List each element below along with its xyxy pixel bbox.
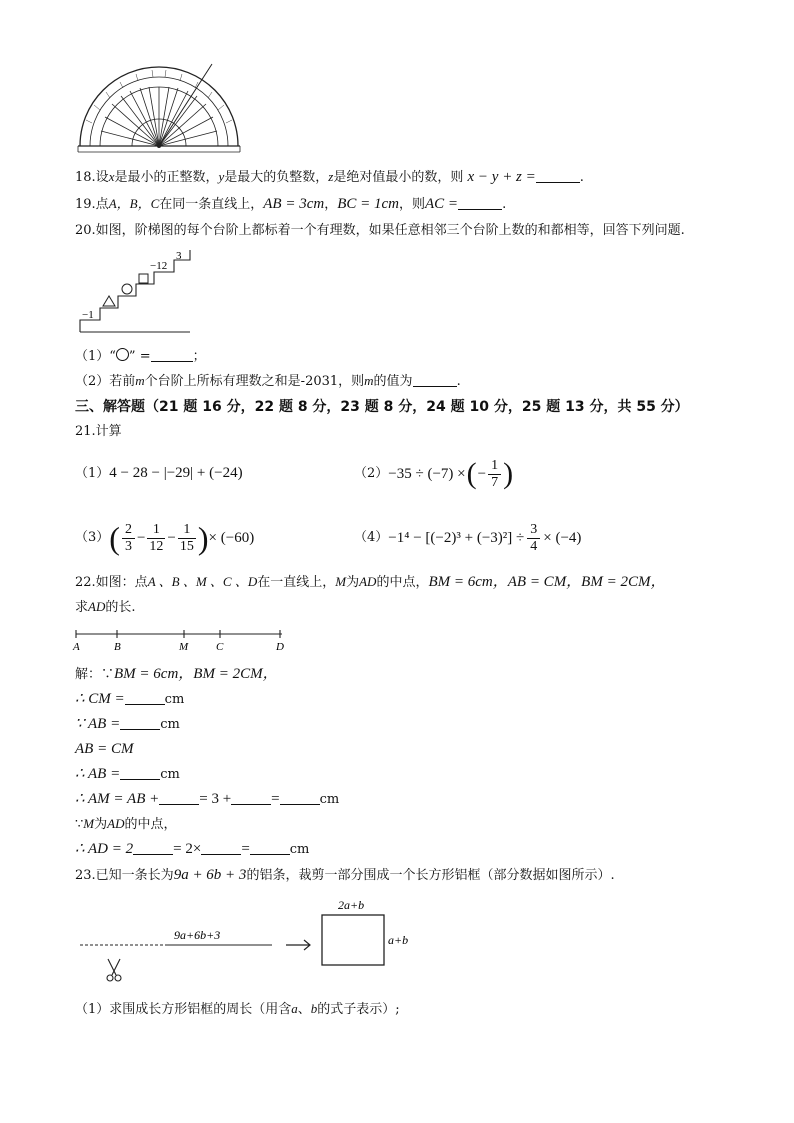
question-19: 19.点A，B，C在同一条直线上，AB = 3cm，BC = 1cm，则AC = . xyxy=(75,196,507,212)
solution-step-4: AB = CM xyxy=(75,741,134,757)
solution-step-1: 解：∵BM = 6cm，BM = 2CM， xyxy=(75,666,278,682)
solution-step-6: ∴ AM = AB + = 3 + = cm xyxy=(75,791,340,807)
point-label-d: D xyxy=(276,641,284,653)
point-label-a: A xyxy=(73,641,80,653)
answer-blank xyxy=(201,840,241,855)
section-3-heading: 三、解答题（21 题 16 分，22 题 8 分，23 题 8 分，24 题 10 分，25 题 13 分，共 55 分） xyxy=(75,399,689,415)
solution-step-2: ∴ CM = cm xyxy=(75,691,185,707)
question-22-line-2: 求AD的长. xyxy=(75,599,136,615)
triangle-icon xyxy=(103,296,115,306)
question-23-part-1: （1）求围成长方形铝框的周长（用含a、b的式子表示）; xyxy=(75,1001,400,1017)
question-18: 18.设x是最小的正整数，y是最大的负整数，z是绝对值最小的数，则 x − y + z = . xyxy=(75,169,584,185)
q18-expression: x − y + z = xyxy=(467,169,536,185)
solution-step-3: ∵ AB = cm xyxy=(75,716,180,732)
answer-blank xyxy=(151,347,193,362)
circle-icon xyxy=(122,284,132,294)
question-22-line-1: 22.如图：点A 、B 、M 、C 、D在一直线上，M为AD的中点，BM = 6cm，AB = CM，BM = 2CM， xyxy=(75,574,666,590)
aluminum-strip-figure xyxy=(74,893,434,985)
answer-blank xyxy=(120,765,160,780)
solution-step-7: ∵M为AD的中点， xyxy=(75,816,177,832)
arrow-icon xyxy=(286,940,310,950)
circle-symbol xyxy=(116,348,129,361)
square-icon xyxy=(139,274,148,283)
answer-blank xyxy=(536,168,580,183)
scissors-icon xyxy=(107,959,121,981)
answer-blank xyxy=(280,790,320,805)
point-label-c: C xyxy=(216,641,224,653)
stair-number-2: −12 xyxy=(150,260,168,272)
question-23: 23.已知一条长为9a + 6b + 3的铝条，裁剪一部分围成一个长方形铝框（部分数据如图所示）. xyxy=(75,867,615,883)
staircase-figure xyxy=(74,248,204,338)
answer-blank xyxy=(458,195,502,210)
q21-part-1: （1）4 − 28 − |−29| + (−24) xyxy=(75,465,243,481)
stair-number-1: −1 xyxy=(82,309,94,321)
point-label-b: B xyxy=(114,641,121,653)
q21-part-2: （2） −35 ÷ (−7) × ( − $\frac{1}{7}$ ) xyxy=(354,457,514,490)
strip-length-label: 9a+6b+3 xyxy=(174,928,221,942)
answer-blank xyxy=(231,790,271,805)
segment-figure xyxy=(72,626,292,656)
q21-part-4: （4） −1⁴ − [(−2)³ + (−3)²] ÷ $\frac{3}{4}$ × (−4) xyxy=(354,521,582,554)
question-21-title: 21.计算 xyxy=(75,424,122,439)
answer-blank xyxy=(413,372,457,387)
point-label-m: M xyxy=(179,641,189,653)
answer-blank xyxy=(120,715,160,730)
question-20: 20.如图，阶梯图的每个台阶上都标着一个有理数，如果任意相邻三个台阶上数的和都相等，回答下列问题. xyxy=(75,223,685,238)
answer-blank xyxy=(250,840,290,855)
answer-blank xyxy=(133,840,173,855)
protractor-figure xyxy=(74,60,244,160)
solution-step-5: ∴ AB = cm xyxy=(75,766,180,782)
rect-top-label: 2a+b xyxy=(338,898,365,912)
stair-number-3: 3 xyxy=(176,250,182,262)
question-20-part-1: （1）“ ” = ； xyxy=(75,349,206,364)
rect-side-label: a+b xyxy=(388,933,409,947)
aluminum-frame-rectangle xyxy=(322,915,384,965)
answer-blank xyxy=(125,690,165,705)
question-20-part-2: （2）若前m个台阶上所标有理数之和是-2031，则m的值为 . xyxy=(75,373,461,389)
answer-blank xyxy=(159,790,199,805)
solution-step-8: ∴ AD = 2 = 2× = cm xyxy=(75,841,310,857)
q21-part-3: （3） ( 2 3 − $\frac{1}{12}$ − $\frac{1}{15}$ ) × (−60) xyxy=(75,520,255,556)
